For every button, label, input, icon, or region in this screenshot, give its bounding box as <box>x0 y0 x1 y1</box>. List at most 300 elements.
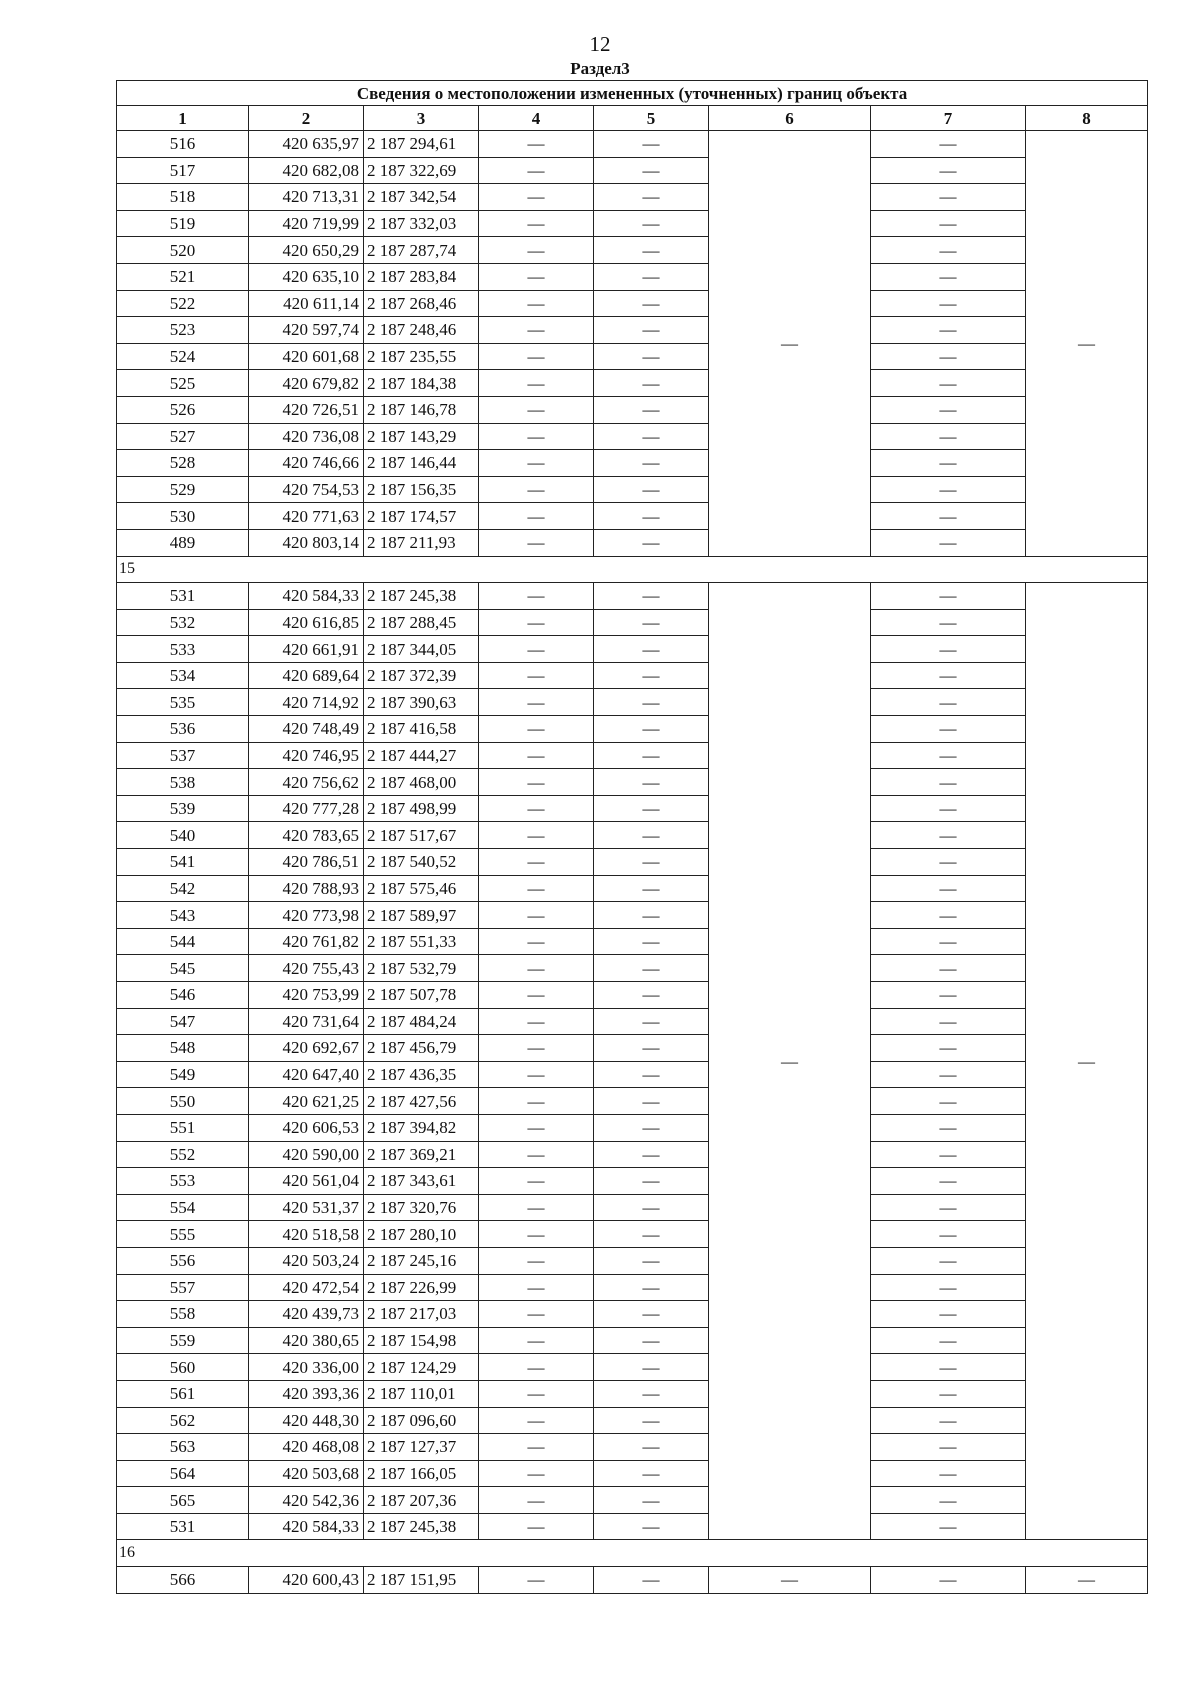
column-number: 2 <box>249 106 364 131</box>
coordinate-x: 420 773,98 <box>249 902 364 929</box>
dash-cell: — <box>594 822 709 849</box>
table-row <box>117 875 1148 902</box>
dash-cell: — <box>479 423 594 450</box>
dash-cell: — <box>479 1460 594 1487</box>
coordinate-y: 2 187 146,44 <box>364 450 479 477</box>
table-row <box>117 529 1148 556</box>
point-number: 545 <box>117 955 249 982</box>
table-row <box>117 157 1148 184</box>
coordinate-y: 2 187 268,46 <box>364 290 479 317</box>
point-number: 528 <box>117 450 249 477</box>
table-row <box>117 982 1148 1009</box>
merged-dash-cell: — <box>709 583 871 1540</box>
table-row <box>117 1380 1148 1407</box>
dash-cell: — <box>871 476 1026 503</box>
dash-cell: — <box>479 1061 594 1088</box>
dash-cell: — <box>479 1513 594 1540</box>
dash-cell: — <box>479 237 594 264</box>
dash-cell: — <box>871 210 1026 237</box>
coordinate-y: 2 187 166,05 <box>364 1460 479 1487</box>
dash-cell: — <box>594 317 709 344</box>
coordinate-x: 420 584,33 <box>249 1513 364 1540</box>
table-row <box>117 1114 1148 1141</box>
coordinate-y: 2 187 427,56 <box>364 1088 479 1115</box>
coordinate-x: 420 621,25 <box>249 1088 364 1115</box>
coordinate-x: 420 561,04 <box>249 1168 364 1195</box>
dash-cell: — <box>479 955 594 982</box>
point-number: 553 <box>117 1168 249 1195</box>
table-row <box>117 290 1148 317</box>
point-number: 538 <box>117 769 249 796</box>
dash-cell: — <box>479 396 594 423</box>
dash-cell: — <box>594 1487 709 1514</box>
coordinate-y: 2 187 498,99 <box>364 795 479 822</box>
point-number: 532 <box>117 609 249 636</box>
section-title: Раздел3 <box>570 59 630 78</box>
dash-cell: — <box>594 450 709 477</box>
table-row <box>117 1141 1148 1168</box>
group-row <box>117 1540 1148 1567</box>
dash-cell: — <box>594 1380 709 1407</box>
coordinate-x: 420 719,99 <box>249 210 364 237</box>
point-number: 523 <box>117 317 249 344</box>
dash-cell: — <box>871 1513 1026 1540</box>
coordinate-y: 2 187 226,99 <box>364 1274 479 1301</box>
table-row <box>117 423 1148 450</box>
coordinate-y: 2 187 211,93 <box>364 529 479 556</box>
coordinate-y: 2 187 517,67 <box>364 822 479 849</box>
dash-cell: — <box>871 503 1026 530</box>
dash-cell: — <box>871 423 1026 450</box>
point-number: 549 <box>117 1061 249 1088</box>
table-row <box>117 849 1148 876</box>
table-row <box>117 503 1148 530</box>
point-number: 544 <box>117 928 249 955</box>
dash-cell: — <box>594 689 709 716</box>
table-row <box>117 1221 1148 1248</box>
coordinate-x: 420 611,14 <box>249 290 364 317</box>
dash-cell: — <box>479 1141 594 1168</box>
dash-cell: — <box>594 290 709 317</box>
merged-dash-cell: — <box>1026 1567 1148 1594</box>
column-number: 6 <box>709 106 871 131</box>
coordinate-y: 2 187 245,16 <box>364 1247 479 1274</box>
coordinate-y: 2 187 444,27 <box>364 742 479 769</box>
dash-cell: — <box>594 795 709 822</box>
coordinate-x: 420 746,66 <box>249 450 364 477</box>
dash-cell: — <box>479 1434 594 1461</box>
dash-cell: — <box>479 1327 594 1354</box>
point-number: 557 <box>117 1274 249 1301</box>
dash-cell: — <box>479 263 594 290</box>
dash-cell: — <box>871 396 1026 423</box>
table-row <box>117 131 1148 158</box>
dash-cell: — <box>594 370 709 397</box>
table-row <box>117 1247 1148 1274</box>
coordinate-y: 2 187 156,35 <box>364 476 479 503</box>
table-row <box>117 263 1148 290</box>
coordinate-x: 420 754,53 <box>249 476 364 503</box>
dash-cell: — <box>594 982 709 1009</box>
coordinate-y: 2 187 390,63 <box>364 689 479 716</box>
coordinate-y: 2 187 343,61 <box>364 1168 479 1195</box>
column-number: 3 <box>364 106 479 131</box>
dash-cell: — <box>871 769 1026 796</box>
dash-cell: — <box>594 1567 709 1594</box>
dash-cell: — <box>871 1487 1026 1514</box>
point-number: 521 <box>117 263 249 290</box>
coordinate-x: 420 714,92 <box>249 689 364 716</box>
coordinate-y: 2 187 245,38 <box>364 1513 479 1540</box>
table-row <box>117 1008 1148 1035</box>
dash-cell: — <box>871 450 1026 477</box>
coordinate-x: 420 753,99 <box>249 982 364 1009</box>
boundary-coordinates-table <box>116 80 1148 1594</box>
table-row <box>117 1354 1148 1381</box>
dash-cell: — <box>479 529 594 556</box>
table-row <box>117 1301 1148 1328</box>
coordinate-y: 2 187 551,33 <box>364 928 479 955</box>
coordinate-x: 420 336,00 <box>249 1354 364 1381</box>
point-number: 533 <box>117 636 249 663</box>
dash-cell: — <box>479 1354 594 1381</box>
dash-cell: — <box>594 1141 709 1168</box>
coordinate-x: 420 756,62 <box>249 769 364 796</box>
dash-cell: — <box>594 928 709 955</box>
coordinate-y: 2 187 245,38 <box>364 583 479 610</box>
dash-cell: — <box>871 1327 1026 1354</box>
dash-cell: — <box>871 1434 1026 1461</box>
point-number: 524 <box>117 343 249 370</box>
coordinate-x: 420 601,68 <box>249 343 364 370</box>
coordinate-y: 2 187 288,45 <box>364 609 479 636</box>
coordinate-y: 2 187 143,29 <box>364 423 479 450</box>
coordinate-y: 2 187 287,74 <box>364 237 479 264</box>
dash-cell: — <box>479 636 594 663</box>
coordinate-x: 420 393,36 <box>249 1380 364 1407</box>
dash-cell: — <box>871 1168 1026 1195</box>
coordinate-x: 420 380,65 <box>249 1327 364 1354</box>
dash-cell: — <box>479 1088 594 1115</box>
coordinate-x: 420 439,73 <box>249 1301 364 1328</box>
table-row <box>117 210 1148 237</box>
point-number: 554 <box>117 1194 249 1221</box>
dash-cell: — <box>594 131 709 158</box>
table-row <box>117 1088 1148 1115</box>
coordinate-y: 2 187 369,21 <box>364 1141 479 1168</box>
dash-cell: — <box>594 1088 709 1115</box>
dash-cell: — <box>871 237 1026 264</box>
point-number: 537 <box>117 742 249 769</box>
table-row <box>117 237 1148 264</box>
coordinate-y: 2 187 436,35 <box>364 1061 479 1088</box>
point-number: 563 <box>117 1434 249 1461</box>
coordinate-y: 2 187 235,55 <box>364 343 479 370</box>
coordinate-x: 420 771,63 <box>249 503 364 530</box>
dash-cell: — <box>479 662 594 689</box>
coordinate-x: 420 542,36 <box>249 1487 364 1514</box>
dash-cell: — <box>871 742 1026 769</box>
dash-cell: — <box>871 184 1026 211</box>
dash-cell: — <box>594 1061 709 1088</box>
dash-cell: — <box>594 1221 709 1248</box>
dash-cell: — <box>594 396 709 423</box>
point-number: 519 <box>117 210 249 237</box>
dash-cell: — <box>479 795 594 822</box>
table-row <box>117 769 1148 796</box>
dash-cell: — <box>594 476 709 503</box>
dash-cell: — <box>594 157 709 184</box>
dash-cell: — <box>594 210 709 237</box>
dash-cell: — <box>479 1008 594 1035</box>
dash-cell: — <box>594 583 709 610</box>
coordinate-x: 420 518,58 <box>249 1221 364 1248</box>
dash-cell: — <box>871 1114 1026 1141</box>
dash-cell: — <box>479 184 594 211</box>
table-row <box>117 955 1148 982</box>
dash-cell: — <box>871 1301 1026 1328</box>
dash-cell: — <box>479 902 594 929</box>
dash-cell: — <box>594 1035 709 1062</box>
coordinate-x: 420 647,40 <box>249 1061 364 1088</box>
dash-cell: — <box>871 928 1026 955</box>
coordinate-x: 420 448,30 <box>249 1407 364 1434</box>
table-row <box>117 1407 1148 1434</box>
coordinate-x: 420 584,33 <box>249 583 364 610</box>
column-number: 7 <box>871 106 1026 131</box>
dash-cell: — <box>871 1247 1026 1274</box>
table-row <box>117 1035 1148 1062</box>
dash-cell: — <box>871 716 1026 743</box>
coordinate-y: 2 187 248,46 <box>364 317 479 344</box>
coordinate-y: 2 187 540,52 <box>364 849 479 876</box>
point-number: 534 <box>117 662 249 689</box>
dash-cell: — <box>479 875 594 902</box>
dash-cell: — <box>479 1567 594 1594</box>
point-number: 529 <box>117 476 249 503</box>
point-number: 552 <box>117 1141 249 1168</box>
table-row <box>117 583 1148 610</box>
point-number: 535 <box>117 689 249 716</box>
dash-cell: — <box>594 1327 709 1354</box>
point-number: 516 <box>117 131 249 158</box>
coordinate-x: 420 600,43 <box>249 1567 364 1594</box>
point-number: 560 <box>117 1354 249 1381</box>
dash-cell: — <box>594 875 709 902</box>
coordinate-y: 2 187 207,36 <box>364 1487 479 1514</box>
dash-cell: — <box>594 1247 709 1274</box>
dash-cell: — <box>594 503 709 530</box>
dash-cell: — <box>479 1487 594 1514</box>
dash-cell: — <box>479 1114 594 1141</box>
point-number: 555 <box>117 1221 249 1248</box>
dash-cell: — <box>594 716 709 743</box>
dash-cell: — <box>479 210 594 237</box>
coordinate-x: 420 726,51 <box>249 396 364 423</box>
dash-cell: — <box>594 1008 709 1035</box>
dash-cell: — <box>871 822 1026 849</box>
coordinate-y: 2 187 294,61 <box>364 131 479 158</box>
coordinate-x: 420 635,10 <box>249 263 364 290</box>
coordinate-y: 2 187 124,29 <box>364 1354 479 1381</box>
point-number: 547 <box>117 1008 249 1035</box>
dash-cell: — <box>594 184 709 211</box>
dash-cell: — <box>594 609 709 636</box>
dash-cell: — <box>594 343 709 370</box>
coordinate-x: 420 679,82 <box>249 370 364 397</box>
dash-cell: — <box>871 1407 1026 1434</box>
coordinate-y: 2 187 320,76 <box>364 1194 479 1221</box>
dash-cell: — <box>479 1194 594 1221</box>
dash-cell: — <box>479 1274 594 1301</box>
coordinate-y: 2 187 468,00 <box>364 769 479 796</box>
dash-cell: — <box>594 1460 709 1487</box>
dash-cell: — <box>871 263 1026 290</box>
dash-cell: — <box>871 583 1026 610</box>
dash-cell: — <box>479 1035 594 1062</box>
table-row <box>117 1327 1148 1354</box>
dash-cell: — <box>871 1061 1026 1088</box>
merged-dash-cell: — <box>1026 583 1148 1540</box>
point-number: 525 <box>117 370 249 397</box>
point-number: 517 <box>117 157 249 184</box>
point-number: 564 <box>117 1460 249 1487</box>
table-row <box>117 636 1148 663</box>
table-row <box>117 184 1148 211</box>
coordinate-y: 2 187 456,79 <box>364 1035 479 1062</box>
coordinate-y: 2 187 146,78 <box>364 396 479 423</box>
dash-cell: — <box>871 662 1026 689</box>
coordinate-y: 2 187 372,39 <box>364 662 479 689</box>
coordinate-y: 2 187 332,03 <box>364 210 479 237</box>
point-number: 541 <box>117 849 249 876</box>
dash-cell: — <box>479 476 594 503</box>
dash-cell: — <box>479 1247 594 1274</box>
coordinate-x: 420 788,93 <box>249 875 364 902</box>
table-row <box>117 343 1148 370</box>
coordinate-x: 420 597,74 <box>249 317 364 344</box>
point-number: 531 <box>117 1513 249 1540</box>
table-row <box>117 1168 1148 1195</box>
table-row <box>117 716 1148 743</box>
dash-cell: — <box>479 450 594 477</box>
dash-cell: — <box>594 742 709 769</box>
dash-cell: — <box>479 716 594 743</box>
coordinate-y: 2 187 217,03 <box>364 1301 479 1328</box>
point-number: 566 <box>117 1567 249 1594</box>
point-number: 543 <box>117 902 249 929</box>
dash-cell: — <box>479 290 594 317</box>
dash-cell: — <box>479 1380 594 1407</box>
dash-cell: — <box>871 1567 1026 1594</box>
dash-cell: — <box>594 423 709 450</box>
point-number: 526 <box>117 396 249 423</box>
table-row <box>117 396 1148 423</box>
dash-cell: — <box>594 955 709 982</box>
dash-cell: — <box>871 1088 1026 1115</box>
coordinate-x: 420 736,08 <box>249 423 364 450</box>
dash-cell: — <box>479 928 594 955</box>
coordinate-x: 420 777,28 <box>249 795 364 822</box>
coordinate-x: 420 503,24 <box>249 1247 364 1274</box>
table-body <box>117 131 1148 1594</box>
coordinate-y: 2 187 283,84 <box>364 263 479 290</box>
point-number: 536 <box>117 716 249 743</box>
coordinate-x: 420 746,95 <box>249 742 364 769</box>
dash-cell: — <box>479 131 594 158</box>
table-row <box>117 1513 1148 1540</box>
dash-cell: — <box>871 317 1026 344</box>
point-number: 531 <box>117 583 249 610</box>
dash-cell: — <box>594 902 709 929</box>
dash-cell: — <box>594 263 709 290</box>
dash-cell: — <box>871 1380 1026 1407</box>
coordinate-x: 420 689,64 <box>249 662 364 689</box>
dash-cell: — <box>871 343 1026 370</box>
table-row <box>117 1194 1148 1221</box>
coordinate-x: 420 692,67 <box>249 1035 364 1062</box>
point-number: 548 <box>117 1035 249 1062</box>
coordinate-x: 420 616,85 <box>249 609 364 636</box>
coordinate-x: 420 731,64 <box>249 1008 364 1035</box>
group-row <box>117 556 1148 583</box>
column-number: 8 <box>1026 106 1148 131</box>
table-row <box>117 1274 1148 1301</box>
coordinate-x: 420 531,37 <box>249 1194 364 1221</box>
dash-cell: — <box>871 370 1026 397</box>
table-row <box>117 1460 1148 1487</box>
coordinate-x: 420 635,97 <box>249 131 364 158</box>
coordinate-y: 2 187 342,54 <box>364 184 479 211</box>
dash-cell: — <box>871 875 1026 902</box>
dash-cell: — <box>479 503 594 530</box>
point-number: 527 <box>117 423 249 450</box>
coordinate-x: 420 803,14 <box>249 529 364 556</box>
dash-cell: — <box>594 1407 709 1434</box>
dash-cell: — <box>871 982 1026 1009</box>
dash-cell: — <box>594 1434 709 1461</box>
dash-cell: — <box>479 849 594 876</box>
dash-cell: — <box>479 343 594 370</box>
dash-cell: — <box>594 662 709 689</box>
dash-cell: — <box>871 795 1026 822</box>
dash-cell: — <box>871 1008 1026 1035</box>
point-number: 539 <box>117 795 249 822</box>
dash-cell: — <box>479 769 594 796</box>
dash-cell: — <box>594 636 709 663</box>
dash-cell: — <box>479 1221 594 1248</box>
coordinate-x: 420 590,00 <box>249 1141 364 1168</box>
dash-cell: — <box>479 583 594 610</box>
point-number: 558 <box>117 1301 249 1328</box>
coordinate-x: 420 503,68 <box>249 1460 364 1487</box>
coordinate-y: 2 187 151,95 <box>364 1567 479 1594</box>
coordinate-x: 420 661,91 <box>249 636 364 663</box>
dash-cell: — <box>594 1194 709 1221</box>
point-number: 518 <box>117 184 249 211</box>
dash-cell: — <box>594 1354 709 1381</box>
table-row <box>117 795 1148 822</box>
dash-cell: — <box>871 849 1026 876</box>
point-number: 522 <box>117 290 249 317</box>
coordinate-x: 420 786,51 <box>249 849 364 876</box>
dash-cell: — <box>594 1114 709 1141</box>
dash-cell: — <box>479 689 594 716</box>
merged-dash-cell: — <box>1026 131 1148 557</box>
dash-cell: — <box>479 609 594 636</box>
coordinate-x: 420 755,43 <box>249 955 364 982</box>
table-row <box>117 928 1148 955</box>
